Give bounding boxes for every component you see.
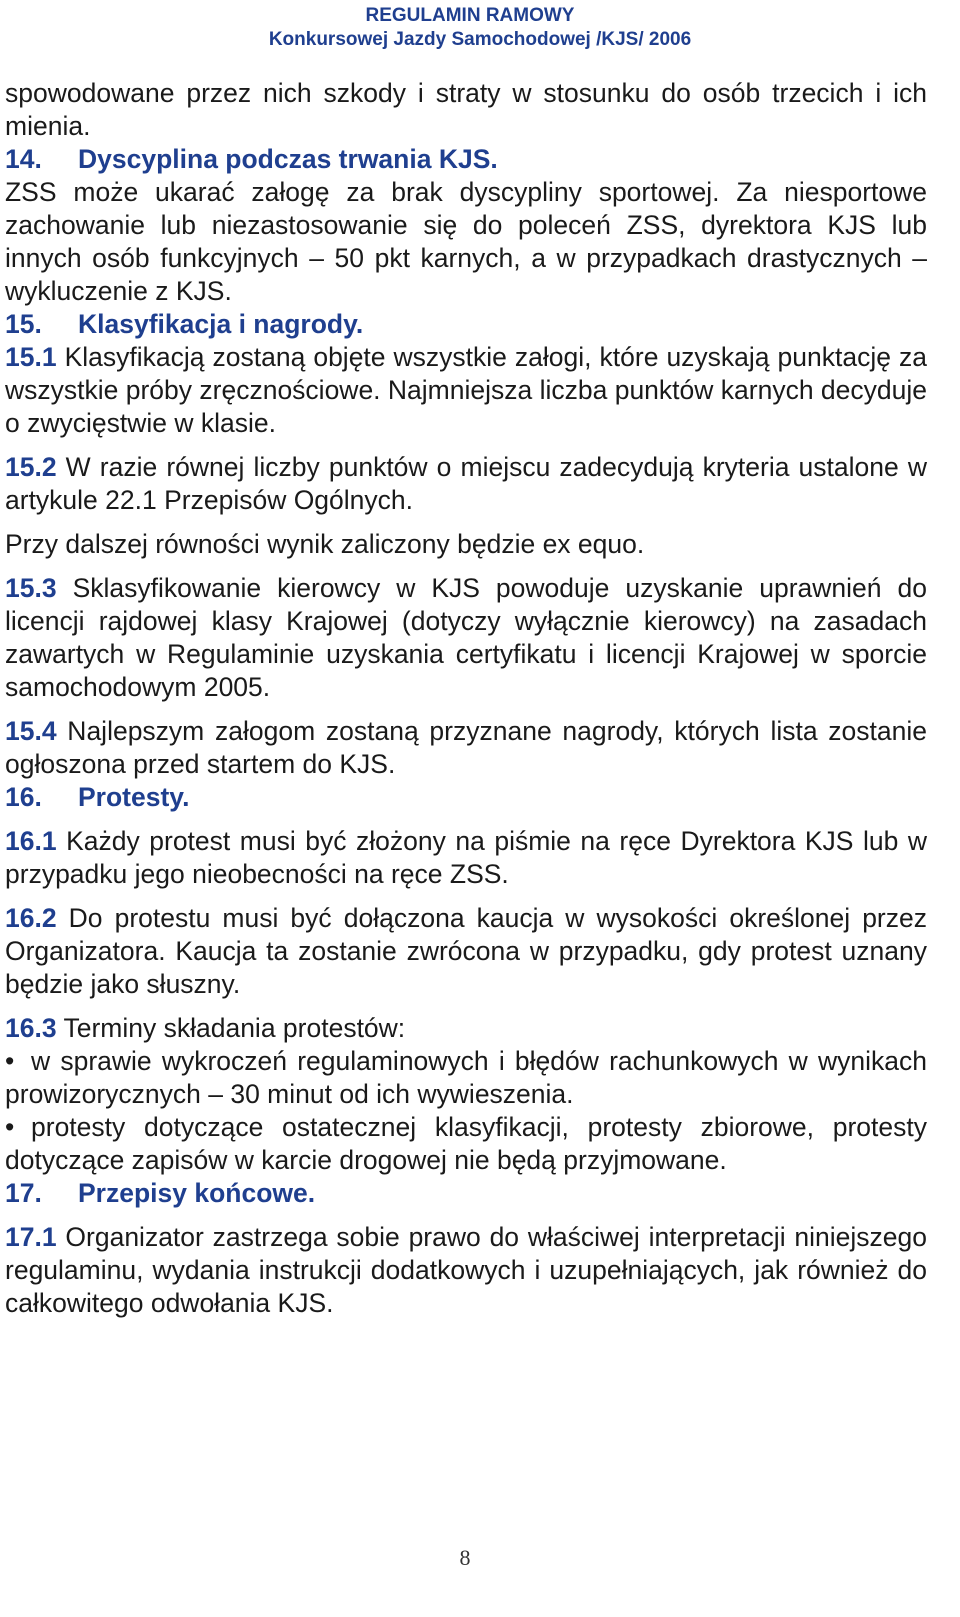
paragraph-15-1 (5, 341, 927, 440)
header-subtitle: Konkursowej Jazdy Samochodowej /KJS/ 2006 (268, 29, 692, 50)
header-title: REGULAMIN RAMOWY (365, 5, 575, 26)
section-number: 15. (5, 309, 42, 339)
bullet-item (5, 1045, 927, 1111)
section-title: Przepisy końcowe. (78, 1178, 316, 1208)
section-15-heading (5, 308, 927, 341)
paragraph-number: 15.3 (5, 573, 57, 603)
section-number: 14. (5, 144, 42, 174)
paragraph-text: Sklasyfikowanie kierowcy w KJS powoduje uzyskanie uprawnień do licencji rajdowej klasy Krajowej (dotyczy wyłącznie kierowcy) na zasadach zawartych w Regulaminie uzyskania certyfikatu i licencji Krajowej w sporcie samochodowym 2005. (5, 573, 927, 702)
paragraph-text: Najlepszym załogom zostaną przyznane nagrody, których lista zostanie ogłoszona przed startem do KJS. (5, 716, 927, 779)
paragraph-number: 15.2 (5, 452, 57, 482)
paragraph-number: 16.1 (5, 826, 57, 856)
paragraph-17-1 (5, 1221, 927, 1320)
document-body (5, 77, 927, 1320)
section-title: Protesty. (78, 782, 190, 812)
paragraph-text: Do protestu musi być dołączona kaucja w wysokości określonej przez Organizatora. Kaucja ta zostanie zwrócona w przypadku, gdy protest uznany będzie jako słuszny. (5, 903, 927, 999)
paragraph-15-3 (5, 572, 927, 704)
paragraph-15-4 (5, 715, 927, 781)
paragraph-text: Organizator zastrzega sobie prawo do właściwej interpretacji niniejszego regulaminu, wydania instrukcji dodatkowych i uzupełniających, jak również do całkowitego odwołania KJS. (5, 1222, 927, 1318)
paragraph-number: 15.4 (5, 716, 57, 746)
paragraph-number: 15.1 (5, 342, 57, 372)
bullet-item (5, 1111, 927, 1177)
section-title: Klasyfikacja i nagrody. (78, 309, 364, 339)
section-title: Dyscyplina podczas trwania KJS. (78, 144, 498, 174)
paragraph-16-2 (5, 902, 927, 1001)
paragraph-text: Klasyfikacją zostaną objęte wszystkie załogi, które uzyskają punktację za wszystkie próby zręcznościowe. Najmniejsza liczba punktów karnych decyduje o zwycięstwie w klasie. (5, 342, 928, 438)
intro-paragraph: spowodowane przez nich szkody i straty w stosunku do osób trzecich i ich mienia. (5, 78, 927, 141)
bullet-text: w sprawie wykroczeń regulaminowych i błędów rachunkowych w wynikach prowizorycznych – 30 minut od ich wywieszenia. (5, 1046, 927, 1109)
section-16-heading (5, 781, 927, 814)
paragraph-text: W razie równej liczby punktów o miejscu zadecydują kryteria ustalone w artykule 22.1 Przepisów Ogólnych. (5, 452, 927, 515)
section-number: 17. (5, 1178, 42, 1208)
bullet-icon: • (5, 1112, 15, 1142)
paragraph-16-1 (5, 825, 927, 891)
paragraph-15-2 (5, 451, 927, 517)
paragraph-number: 16.2 (5, 903, 57, 933)
paragraph-text: Każdy protest musi być złożony na piśmie na ręce Dyrektora KJS lub w przypadku jego nieobecności na ręce ZSS. (5, 826, 927, 889)
bullet-icon: • (5, 1046, 15, 1076)
paragraph-text: Terminy składania protestów: (56, 1013, 406, 1043)
paragraph-15-2-cont: Przy dalszej równości wynik zaliczony będzie ex equo. (5, 529, 645, 559)
page-number: 8 (459, 1545, 471, 1570)
document-header (0, 4, 960, 52)
section-14-heading (5, 143, 927, 176)
section-17-heading (5, 1177, 927, 1210)
bullet-text: protesty dotyczące ostatecznej klasyfikacji, protesty zbiorowe, protesty dotyczące zapisów w karcie drogowej nie będą przyjmowane. (5, 1112, 927, 1175)
paragraph-number: 17.1 (5, 1222, 57, 1252)
section-14-text: ZSS może ukarać załogę za brak dyscypliny sportowej. Za niesportowe zachowanie lub niezastosowanie się do poleceń ZSS, dyrektora KJS lub innych osób funkcyjnych – 50 pkt karnych, a w przypadkach drastycznych – wykluczenie z KJS. (5, 177, 927, 306)
paragraph-number: 16.3 (5, 1013, 57, 1043)
paragraph-16-3 (5, 1012, 927, 1045)
section-number: 16. (5, 782, 42, 812)
